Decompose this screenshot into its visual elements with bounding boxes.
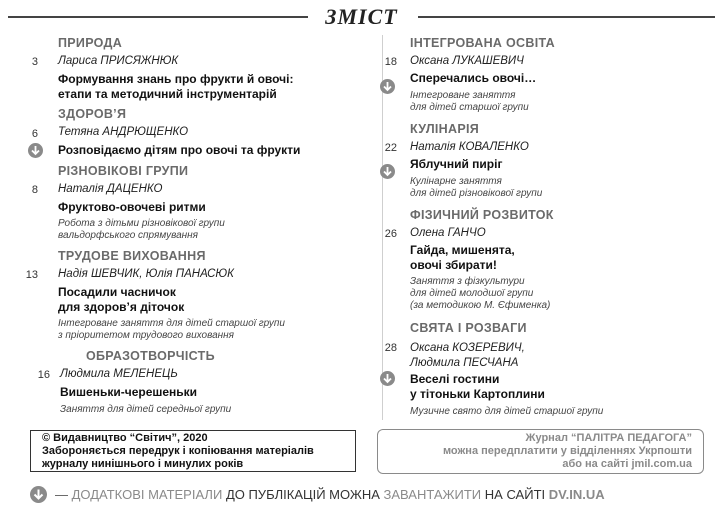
- subscription-text: Журнал “ПАЛІТРА ПЕДАГОГА” можна передплатити у відділеннях Укрпошти або на сайті jmil.com.ua: [442, 432, 692, 470]
- article-title: Вишеньки-черешеньки: [60, 385, 198, 399]
- download-arrow-icon[interactable]: [28, 143, 43, 158]
- section-heading: ПРИРОДА: [58, 36, 123, 50]
- footer-part: ЗАВАНТАЖИТИ: [383, 487, 482, 502]
- article-author: Надія ШЕВЧИК, Юлія ПАНАСЮК: [58, 268, 234, 280]
- section-heading: КУЛІНАРІЯ: [410, 122, 480, 136]
- article-author: Наталія ДАЦЕНКО: [58, 183, 163, 195]
- article-author: Оксана КОЗЕРЕВИЧ, Людмила ПЕСЧАНА: [410, 342, 525, 369]
- article-author: Людмила МЕЛЕНЕЦЬ: [60, 368, 178, 380]
- article-title: Сперечались овочі…: [410, 71, 537, 85]
- article-title: Посадили часничок для здоров’я діточок: [58, 285, 185, 314]
- article-note: Заняття з фізкультури для дітей молодшої групи (за методикою М. Єфименка): [410, 276, 551, 311]
- header-rule-right: [418, 16, 715, 18]
- article-author: Тетяна АНДРЮЩЕНКО: [58, 126, 189, 138]
- article-note: Робота з дітьми різновікової групи вальдорфського спрямування: [58, 218, 225, 241]
- article-author: Олена ГАНЧО: [410, 227, 486, 239]
- page-number: 6: [31, 128, 38, 140]
- article-author: Наталія КОВАЛЕНКО: [410, 141, 529, 153]
- footer-part: ДОДАТКОВІ МАТЕРІАЛИ: [71, 487, 223, 502]
- page-number: 16: [37, 369, 50, 381]
- download-arrow-icon[interactable]: [30, 486, 47, 503]
- page-number: 28: [384, 342, 397, 354]
- download-arrow-icon[interactable]: [380, 79, 395, 94]
- download-arrow-icon[interactable]: [380, 371, 395, 386]
- article-title: Гайда, мишенята, овочі збирати!: [410, 243, 515, 272]
- download-arrow-icon[interactable]: [380, 164, 395, 179]
- section-heading: ІНТЕГРОВАНА ОСВІТА: [410, 36, 555, 50]
- copyright-text: © Видавництво “Світич”, 2020 Забороняється передрук і копіювання матеріалів журналу нинішнього і минулих років: [42, 432, 314, 470]
- article-title: Розповідаємо дітям про овочі та фрукти: [58, 143, 301, 157]
- section-heading: ТРУДОВЕ ВИХОВАННЯ: [58, 249, 206, 263]
- article-author: Лариса ПРИСЯЖНЮК: [58, 55, 179, 67]
- article-note: Заняття для дітей середньої групи: [60, 404, 232, 415]
- page-number: 3: [31, 56, 38, 68]
- page-number: 8: [31, 184, 38, 196]
- page-number: 18: [384, 56, 397, 68]
- article-title: Фруктово-овочеві ритми: [58, 200, 206, 214]
- page-number: 26: [384, 228, 397, 240]
- page-number: 22: [384, 142, 397, 154]
- article-note: Музичне свято для дітей старшої групи: [410, 406, 604, 417]
- article-title: Яблучний пиріг: [410, 157, 503, 171]
- section-heading: РІЗНОВІКОВІ ГРУПИ: [58, 164, 189, 178]
- article-title: Веселі гостини у тітоньки Картоплини: [410, 372, 545, 401]
- page-number: 13: [25, 269, 38, 281]
- footer-part: НА САЙТІ: [484, 487, 546, 502]
- article-note: Кулінарне заняття для дітей різновікової групи: [410, 176, 543, 199]
- article-title: Формування знань про фрукти й овочі: етапи та методичний інструментарій: [58, 72, 294, 101]
- footer-part: ДО ПУБЛІКАЦІЙ МОЖНА: [225, 487, 380, 502]
- article-author: Оксана ЛУКАШЕВИЧ: [410, 55, 524, 67]
- section-heading: СВЯТА І РОЗВАГИ: [410, 321, 527, 335]
- section-heading: ФІЗИЧНИЙ РОЗВИТОК: [410, 208, 554, 222]
- article-note: Інтегроване заняття для дітей старшої групи: [410, 90, 529, 113]
- section-heading: ЗДОРОВ’Я: [58, 107, 127, 121]
- footer-note: [55, 487, 605, 502]
- section-heading: ОБРАЗОТВОРЧІСТЬ: [86, 349, 215, 363]
- article-note: Інтегроване заняття для дітей старшої групи з пріоритетом трудового виховання: [58, 318, 285, 341]
- footer-dash: —: [55, 487, 68, 502]
- footer-site-link[interactable]: DV.IN.UA: [548, 487, 605, 502]
- page-title: ЗМІСТ: [325, 4, 398, 29]
